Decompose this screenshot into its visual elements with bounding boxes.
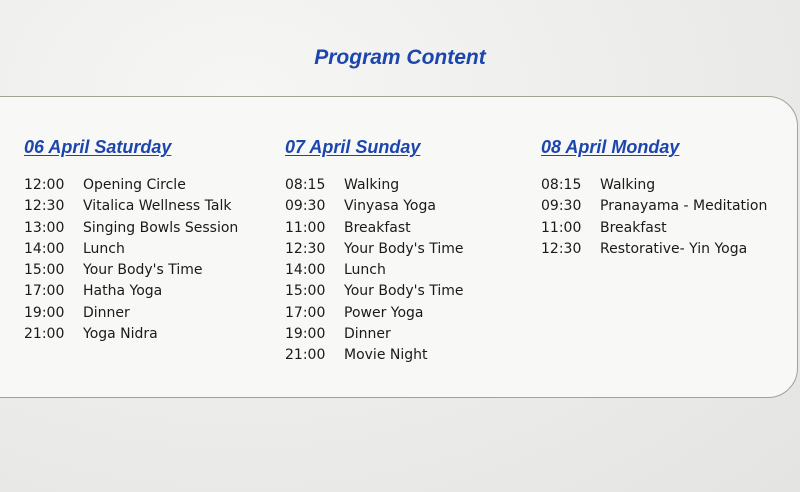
schedule-list [285, 175, 464, 367]
item-time: 15:00 [24, 262, 65, 279]
item-time: 19:00 [285, 326, 326, 343]
item-activity: Power Yoga [344, 304, 424, 321]
page-title: Program Content [314, 46, 486, 69]
day-heading: 06 April Saturday [24, 137, 172, 157]
schedule-item [24, 281, 238, 302]
item-activity: Singing Bowls Session [83, 219, 239, 236]
item-activity: Breakfast [344, 219, 411, 236]
item-time: 09:30 [285, 198, 326, 215]
schedule-item [285, 324, 464, 345]
item-time: 21:00 [285, 347, 326, 364]
schedule-item [285, 196, 464, 217]
day-column-sunday [285, 136, 464, 367]
item-activity: Pranayama - Meditation [600, 198, 768, 215]
day-heading: 07 April Sunday [285, 137, 421, 157]
item-activity: Your Body's Time [344, 240, 464, 257]
item-time: 12:00 [24, 177, 65, 193]
day-heading: 08 April Monday [541, 137, 680, 157]
item-time: 12:30 [285, 240, 326, 257]
schedule-item [24, 324, 238, 345]
schedule-item [24, 175, 238, 196]
schedule-item [285, 303, 464, 324]
item-activity: Dinner [344, 326, 391, 343]
schedule-item [24, 239, 238, 260]
item-activity: Your Body's Time [83, 262, 203, 279]
schedule-item [285, 175, 464, 196]
item-time: 17:00 [285, 304, 326, 321]
item-time: 11:00 [541, 219, 582, 236]
item-activity: Dinner [83, 304, 130, 321]
item-activity: Walking [600, 177, 656, 193]
schedule-item [285, 239, 464, 260]
item-activity: Movie Night [344, 347, 428, 364]
day-column-monday [541, 136, 767, 260]
item-time: 15:00 [285, 283, 326, 300]
item-activity: Breakfast [600, 219, 667, 236]
item-time: 11:00 [285, 219, 326, 236]
item-time: 21:00 [24, 326, 65, 343]
item-time: 14:00 [285, 262, 326, 279]
schedule-item [285, 260, 464, 281]
schedule-list [541, 175, 767, 260]
day-column-saturday [24, 136, 238, 345]
schedule-list [24, 175, 238, 345]
item-time: 08:15 [285, 177, 326, 193]
item-time: 13:00 [24, 219, 65, 236]
item-activity: Walking [344, 177, 400, 193]
schedule-item [285, 345, 464, 366]
schedule-item [541, 239, 767, 260]
item-activity: Vitalica Wellness Talk [83, 198, 232, 215]
item-time: 09:30 [541, 198, 582, 215]
schedule-item [541, 218, 767, 239]
item-activity: Restorative- Yin Yoga [600, 240, 748, 257]
schedule-item [285, 281, 464, 302]
item-time: 19:00 [24, 304, 65, 321]
schedule-item [285, 218, 464, 239]
item-time: 12:30 [541, 240, 582, 257]
item-activity: Your Body's Time [344, 283, 464, 300]
item-time: 12:30 [24, 198, 65, 215]
item-time: 14:00 [24, 240, 65, 257]
item-time: 08:15 [541, 177, 582, 193]
schedule-item [541, 196, 767, 217]
item-activity: Lunch [83, 240, 125, 257]
schedule-item [24, 303, 238, 324]
item-activity: Hatha Yoga [83, 283, 163, 300]
schedule-item [24, 260, 238, 281]
item-activity: Yoga Nidra [83, 326, 158, 343]
item-activity: Vinyasa Yoga [344, 198, 436, 215]
schedule-item [24, 196, 238, 217]
schedule-item [541, 175, 767, 196]
item-activity: Lunch [344, 262, 386, 279]
item-activity: Opening Circle [83, 177, 186, 193]
schedule-item [24, 218, 238, 239]
item-time: 17:00 [24, 283, 65, 300]
